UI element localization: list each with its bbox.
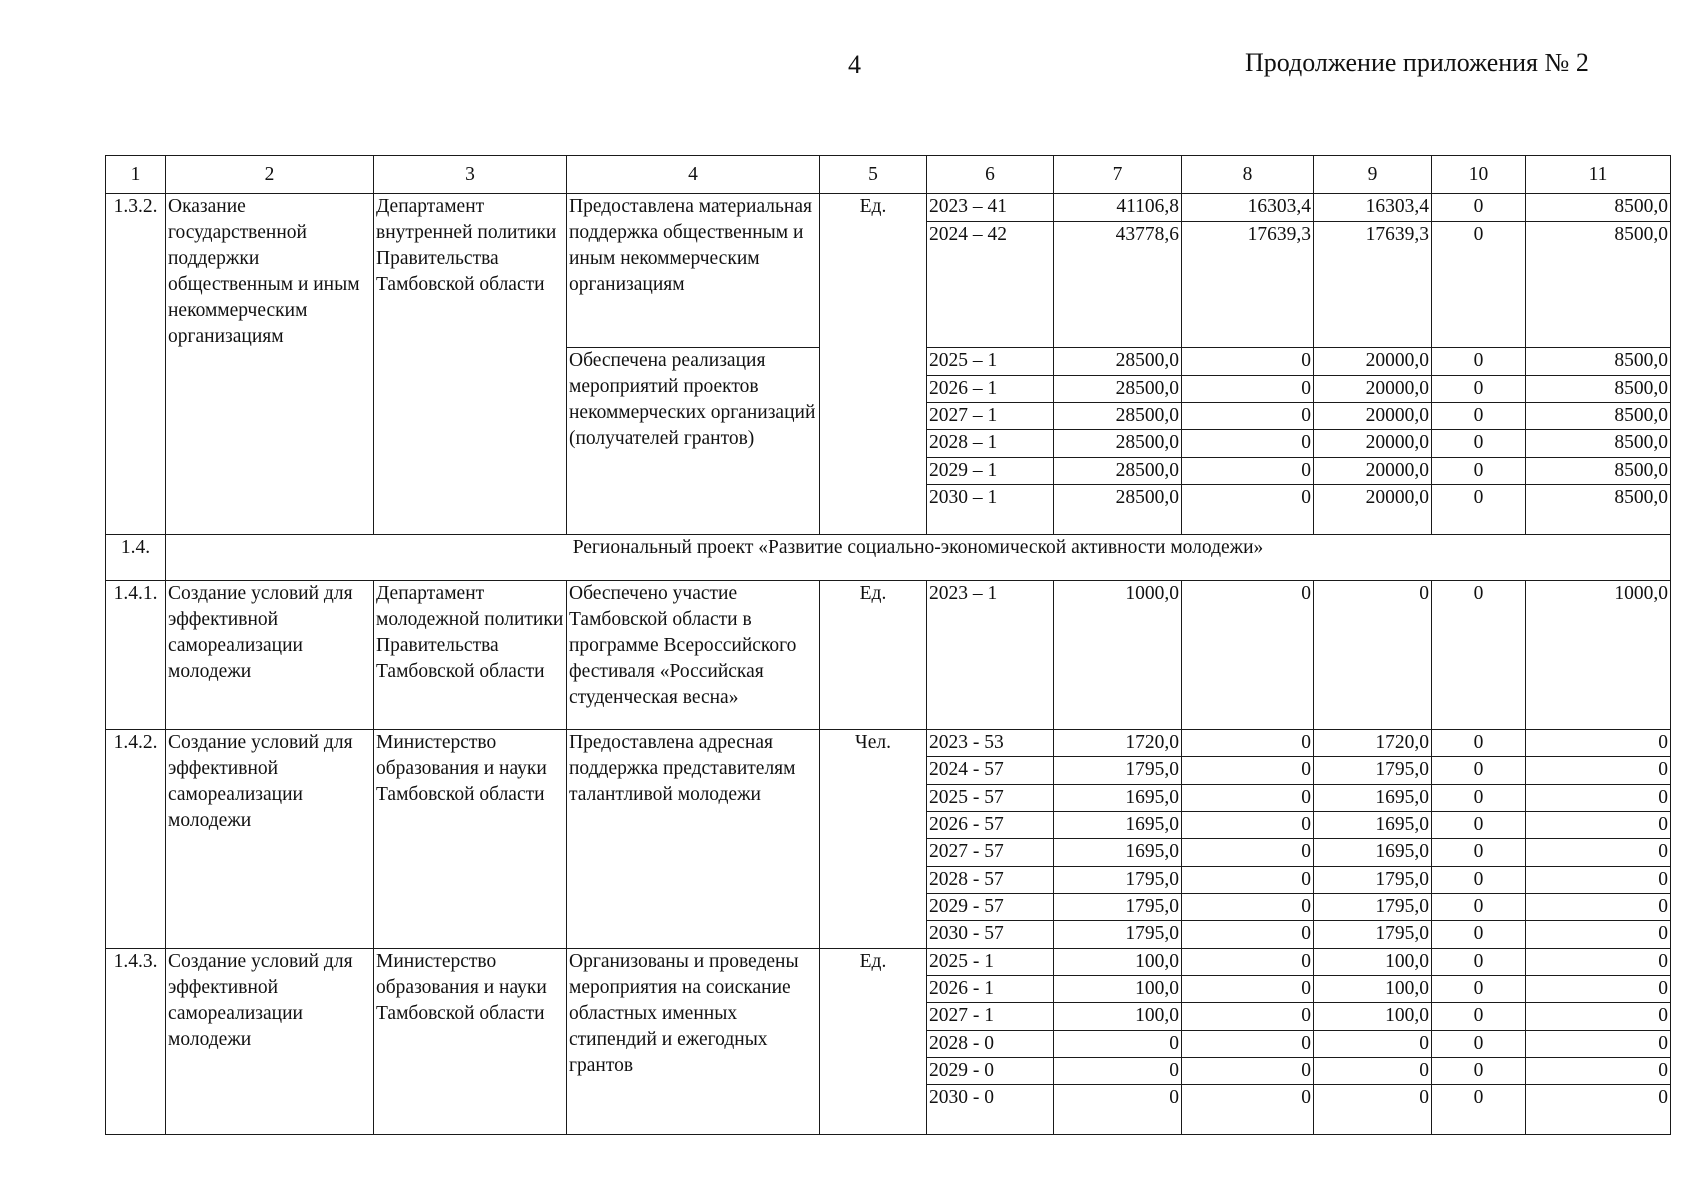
regional-budget-cell: 0 bbox=[1314, 1030, 1432, 1057]
extrabudgetary-cell: 8500,0 bbox=[1526, 221, 1671, 348]
federal-budget-cell: 0 bbox=[1182, 1030, 1314, 1057]
federal-budget-cell: 16303,4 bbox=[1182, 194, 1314, 221]
extrabudgetary-cell: 0 bbox=[1526, 1085, 1671, 1135]
local-budget-cell: 0 bbox=[1432, 348, 1526, 375]
extrabudgetary-cell: 0 bbox=[1526, 975, 1671, 1002]
federal-budget-cell: 0 bbox=[1182, 757, 1314, 784]
regional-budget-cell: 1695,0 bbox=[1314, 811, 1432, 838]
year-value-cell: 2023 – 41 bbox=[927, 194, 1054, 221]
total-funding-cell: 100,0 bbox=[1054, 1003, 1182, 1030]
regional-budget-cell: 100,0 bbox=[1314, 1003, 1432, 1030]
unit-of-measure: Ед. bbox=[820, 581, 927, 730]
total-funding-cell: 0 bbox=[1054, 1030, 1182, 1057]
section-number: 1.4. bbox=[106, 534, 166, 581]
federal-budget-cell: 17639,3 bbox=[1182, 221, 1314, 348]
year-value-cell: 2023 – 1 bbox=[927, 581, 1054, 730]
local-budget-cell: 0 bbox=[1432, 221, 1526, 348]
column-number-cell: 9 bbox=[1314, 156, 1432, 194]
year-value-cell: 2025 - 57 bbox=[927, 784, 1054, 811]
column-number-cell: 8 bbox=[1182, 156, 1314, 194]
extrabudgetary-cell: 1000,0 bbox=[1526, 581, 1671, 730]
activity-name: Создание условий для эффективной самореализации молодежи bbox=[166, 948, 374, 1134]
extrabudgetary-cell: 0 bbox=[1526, 1003, 1671, 1030]
total-funding-cell: 43778,6 bbox=[1054, 221, 1182, 348]
year-value-cell: 2025 – 1 bbox=[927, 348, 1054, 375]
result-description: Предоставлена адресная поддержка представителям талантливой молодежи bbox=[567, 729, 820, 948]
year-value-cell: 2023 - 53 bbox=[927, 729, 1054, 756]
year-value-cell: 2024 – 42 bbox=[927, 221, 1054, 348]
total-funding-cell: 28500,0 bbox=[1054, 403, 1182, 430]
page-number: 4 bbox=[848, 50, 861, 79]
result-description: Предоставлена материальная поддержка общественным и иным некоммерческим организациям bbox=[567, 194, 820, 348]
local-budget-cell: 0 bbox=[1432, 457, 1526, 484]
local-budget-cell: 0 bbox=[1432, 1057, 1526, 1084]
year-value-cell: 2027 – 1 bbox=[927, 403, 1054, 430]
total-funding-cell: 28500,0 bbox=[1054, 375, 1182, 402]
total-funding-cell: 100,0 bbox=[1054, 975, 1182, 1002]
federal-budget-cell: 0 bbox=[1182, 975, 1314, 1002]
regional-budget-cell: 20000,0 bbox=[1314, 403, 1432, 430]
year-value-cell: 2026 - 57 bbox=[927, 811, 1054, 838]
extrabudgetary-cell: 0 bbox=[1526, 893, 1671, 920]
responsible-executor: Департамент молодежной политики Правительства Тамбовской области bbox=[374, 581, 567, 730]
activity-name: Создание условий для эффективной самореализации молодежи bbox=[166, 729, 374, 948]
total-funding-cell: 100,0 bbox=[1054, 948, 1182, 975]
federal-budget-cell: 0 bbox=[1182, 811, 1314, 838]
entry-number: 1.4.1. bbox=[106, 581, 166, 730]
federal-budget-cell: 0 bbox=[1182, 784, 1314, 811]
federal-budget-cell: 0 bbox=[1182, 948, 1314, 975]
total-funding-cell: 1695,0 bbox=[1054, 839, 1182, 866]
year-value-cell: 2028 – 1 bbox=[927, 430, 1054, 457]
result-description: Обеспечена реализация мероприятий проектов некоммерческих организаций (получателей грантов) bbox=[567, 348, 820, 534]
total-funding-cell: 28500,0 bbox=[1054, 457, 1182, 484]
local-budget-cell: 0 bbox=[1432, 757, 1526, 784]
regional-budget-cell: 20000,0 bbox=[1314, 375, 1432, 402]
federal-budget-cell: 0 bbox=[1182, 921, 1314, 948]
result-description: Обеспечено участие Тамбовской области в программе Всероссийского фестиваля «Российская студенческая весна» bbox=[567, 581, 820, 730]
table-row bbox=[106, 194, 1671, 221]
regional-budget-cell: 1720,0 bbox=[1314, 729, 1432, 756]
extrabudgetary-cell: 8500,0 bbox=[1526, 403, 1671, 430]
total-funding-cell: 1795,0 bbox=[1054, 866, 1182, 893]
local-budget-cell: 0 bbox=[1432, 1003, 1526, 1030]
column-number-cell: 4 bbox=[567, 156, 820, 194]
total-funding-cell: 1695,0 bbox=[1054, 784, 1182, 811]
total-funding-cell: 28500,0 bbox=[1054, 484, 1182, 534]
unit-of-measure: Ед. bbox=[820, 194, 927, 534]
year-value-cell: 2028 - 57 bbox=[927, 866, 1054, 893]
column-number-cell: 7 bbox=[1054, 156, 1182, 194]
extrabudgetary-cell: 0 bbox=[1526, 866, 1671, 893]
column-number-cell: 1 bbox=[106, 156, 166, 194]
regional-budget-cell: 1795,0 bbox=[1314, 866, 1432, 893]
year-value-cell: 2028 - 0 bbox=[927, 1030, 1054, 1057]
column-number-cell: 2 bbox=[166, 156, 374, 194]
activity-name: Оказание государственной поддержки общественным и иным некоммерческим организациям bbox=[166, 194, 374, 534]
federal-budget-cell: 0 bbox=[1182, 839, 1314, 866]
appendix-continuation-title: Продолжение приложения № 2 bbox=[1245, 48, 1589, 77]
federal-budget-cell: 0 bbox=[1182, 1085, 1314, 1135]
column-number-cell: 5 bbox=[820, 156, 927, 194]
activity-name: Создание условий для эффективной самореализации молодежи bbox=[166, 581, 374, 730]
local-budget-cell: 0 bbox=[1432, 975, 1526, 1002]
regional-budget-cell: 20000,0 bbox=[1314, 430, 1432, 457]
column-number-cell: 6 bbox=[927, 156, 1054, 194]
year-value-cell: 2029 - 0 bbox=[927, 1057, 1054, 1084]
total-funding-cell: 1695,0 bbox=[1054, 811, 1182, 838]
total-funding-cell: 0 bbox=[1054, 1057, 1182, 1084]
federal-budget-cell: 0 bbox=[1182, 1057, 1314, 1084]
year-value-cell: 2030 – 1 bbox=[927, 484, 1054, 534]
entry-number: 1.4.2. bbox=[106, 729, 166, 948]
responsible-executor: Министерство образования и науки Тамбовской области bbox=[374, 729, 567, 948]
column-number-cell: 11 bbox=[1526, 156, 1671, 194]
local-budget-cell: 0 bbox=[1432, 1030, 1526, 1057]
total-funding-cell: 1000,0 bbox=[1054, 581, 1182, 730]
local-budget-cell: 0 bbox=[1432, 839, 1526, 866]
federal-budget-cell: 0 bbox=[1182, 457, 1314, 484]
extrabudgetary-cell: 0 bbox=[1526, 729, 1671, 756]
extrabudgetary-cell: 0 bbox=[1526, 1030, 1671, 1057]
federal-budget-cell: 0 bbox=[1182, 375, 1314, 402]
local-budget-cell: 0 bbox=[1432, 866, 1526, 893]
regional-budget-cell: 1795,0 bbox=[1314, 893, 1432, 920]
total-funding-cell: 41106,8 bbox=[1054, 194, 1182, 221]
extrabudgetary-cell: 0 bbox=[1526, 784, 1671, 811]
year-value-cell: 2027 - 1 bbox=[927, 1003, 1054, 1030]
local-budget-cell: 0 bbox=[1432, 1085, 1526, 1135]
regional-budget-cell: 100,0 bbox=[1314, 975, 1432, 1002]
federal-budget-cell: 0 bbox=[1182, 348, 1314, 375]
responsible-executor: Департамент внутренней политики Правительства Тамбовской области bbox=[374, 194, 567, 534]
unit-of-measure: Чел. bbox=[820, 729, 927, 948]
table-row bbox=[106, 948, 1671, 975]
extrabudgetary-cell: 0 bbox=[1526, 811, 1671, 838]
federal-budget-cell: 0 bbox=[1182, 403, 1314, 430]
extrabudgetary-cell: 0 bbox=[1526, 839, 1671, 866]
entry-number: 1.3.2. bbox=[106, 194, 166, 534]
table-row bbox=[106, 581, 1671, 730]
program-table bbox=[105, 155, 1671, 1135]
extrabudgetary-cell: 0 bbox=[1526, 948, 1671, 975]
column-number-row bbox=[106, 156, 1671, 194]
federal-budget-cell: 0 bbox=[1182, 484, 1314, 534]
local-budget-cell: 0 bbox=[1432, 811, 1526, 838]
extrabudgetary-cell: 0 bbox=[1526, 921, 1671, 948]
federal-budget-cell: 0 bbox=[1182, 893, 1314, 920]
extrabudgetary-cell: 8500,0 bbox=[1526, 457, 1671, 484]
federal-budget-cell: 0 bbox=[1182, 729, 1314, 756]
total-funding-cell: 28500,0 bbox=[1054, 348, 1182, 375]
unit-of-measure: Ед. bbox=[820, 948, 927, 1134]
regional-budget-cell: 16303,4 bbox=[1314, 194, 1432, 221]
result-description: Организованы и проведены мероприятия на соискание областных именных стипендий и ежегодных грантов bbox=[567, 948, 820, 1134]
regional-budget-cell: 20000,0 bbox=[1314, 348, 1432, 375]
federal-budget-cell: 0 bbox=[1182, 866, 1314, 893]
total-funding-cell: 28500,0 bbox=[1054, 430, 1182, 457]
responsible-executor: Министерство образования и науки Тамбовской области bbox=[374, 948, 567, 1134]
extrabudgetary-cell: 8500,0 bbox=[1526, 348, 1671, 375]
extrabudgetary-cell: 8500,0 bbox=[1526, 375, 1671, 402]
year-value-cell: 2029 – 1 bbox=[927, 457, 1054, 484]
local-budget-cell: 0 bbox=[1432, 729, 1526, 756]
local-budget-cell: 0 bbox=[1432, 430, 1526, 457]
local-budget-cell: 0 bbox=[1432, 921, 1526, 948]
federal-budget-cell: 0 bbox=[1182, 430, 1314, 457]
total-funding-cell: 1720,0 bbox=[1054, 729, 1182, 756]
local-budget-cell: 0 bbox=[1432, 194, 1526, 221]
regional-budget-cell: 1795,0 bbox=[1314, 921, 1432, 948]
local-budget-cell: 0 bbox=[1432, 581, 1526, 730]
local-budget-cell: 0 bbox=[1432, 375, 1526, 402]
table-row bbox=[106, 729, 1671, 756]
local-budget-cell: 0 bbox=[1432, 784, 1526, 811]
total-funding-cell: 0 bbox=[1054, 1085, 1182, 1135]
year-value-cell: 2026 - 1 bbox=[927, 975, 1054, 1002]
year-value-cell: 2029 - 57 bbox=[927, 893, 1054, 920]
regional-budget-cell: 1795,0 bbox=[1314, 757, 1432, 784]
regional-budget-cell: 20000,0 bbox=[1314, 457, 1432, 484]
regional-budget-cell: 0 bbox=[1314, 581, 1432, 730]
extrabudgetary-cell: 8500,0 bbox=[1526, 430, 1671, 457]
section-row bbox=[106, 534, 1671, 581]
year-value-cell: 2026 – 1 bbox=[927, 375, 1054, 402]
regional-budget-cell: 0 bbox=[1314, 1085, 1432, 1135]
local-budget-cell: 0 bbox=[1432, 893, 1526, 920]
extrabudgetary-cell: 0 bbox=[1526, 757, 1671, 784]
federal-budget-cell: 0 bbox=[1182, 581, 1314, 730]
total-funding-cell: 1795,0 bbox=[1054, 757, 1182, 784]
regional-budget-cell: 1695,0 bbox=[1314, 784, 1432, 811]
regional-budget-cell: 17639,3 bbox=[1314, 221, 1432, 348]
local-budget-cell: 0 bbox=[1432, 403, 1526, 430]
total-funding-cell: 1795,0 bbox=[1054, 893, 1182, 920]
extrabudgetary-cell: 8500,0 bbox=[1526, 194, 1671, 221]
year-value-cell: 2027 - 57 bbox=[927, 839, 1054, 866]
column-number-cell: 10 bbox=[1432, 156, 1526, 194]
year-value-cell: 2024 - 57 bbox=[927, 757, 1054, 784]
regional-budget-cell: 0 bbox=[1314, 1057, 1432, 1084]
column-number-cell: 3 bbox=[374, 156, 567, 194]
regional-budget-cell: 20000,0 bbox=[1314, 484, 1432, 534]
regional-budget-cell: 100,0 bbox=[1314, 948, 1432, 975]
total-funding-cell: 1795,0 bbox=[1054, 921, 1182, 948]
year-value-cell: 2030 - 57 bbox=[927, 921, 1054, 948]
federal-budget-cell: 0 bbox=[1182, 1003, 1314, 1030]
year-value-cell: 2025 - 1 bbox=[927, 948, 1054, 975]
local-budget-cell: 0 bbox=[1432, 484, 1526, 534]
regional-budget-cell: 1695,0 bbox=[1314, 839, 1432, 866]
section-title: Региональный проект «Развитие социально-экономической активности молодежи» bbox=[166, 534, 1671, 581]
extrabudgetary-cell: 8500,0 bbox=[1526, 484, 1671, 534]
local-budget-cell: 0 bbox=[1432, 948, 1526, 975]
extrabudgetary-cell: 0 bbox=[1526, 1057, 1671, 1084]
entry-number: 1.4.3. bbox=[106, 948, 166, 1134]
year-value-cell: 2030 - 0 bbox=[927, 1085, 1054, 1135]
